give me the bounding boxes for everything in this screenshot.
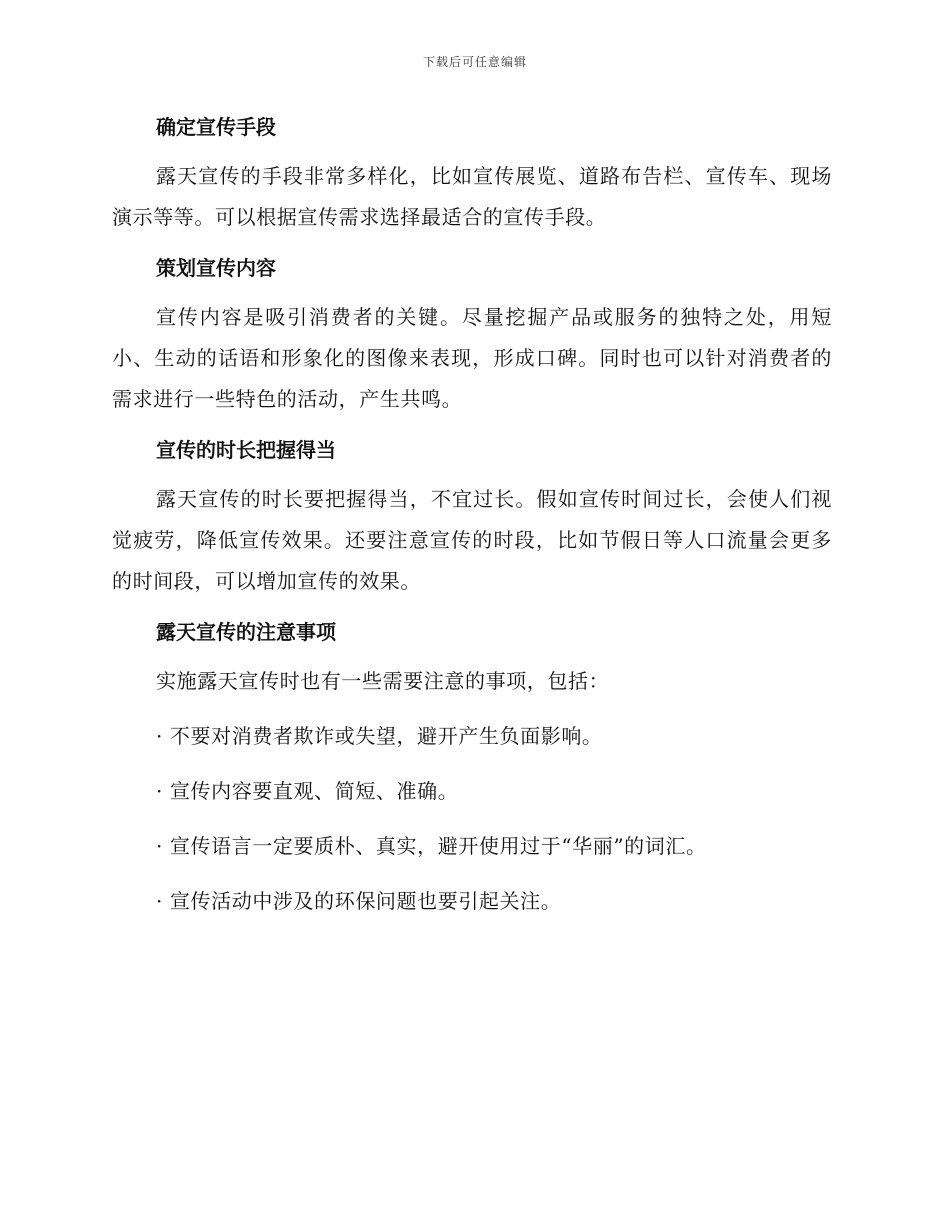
list-item: · 不要对消费者欺诈或失望，避开产生负面影响。 xyxy=(156,724,603,748)
section-paragraph-content: 宣传内容是吸引消费者的关键。尽量挖掘产品或服务的独特之处，用短小、生动的话语和形象化的图像来表现，形成口碑。同时也可以针对消费者的需求进行一些特色的活动，产生共鸣。 xyxy=(112,305,832,411)
list-item: · 宣传内容要直观、简短、准确。 xyxy=(156,779,459,803)
section-heading-content: 策划宣传内容 xyxy=(156,256,276,280)
section-heading-duration: 宣传的时长把握得当 xyxy=(156,438,336,462)
list-item: · 宣传语言一定要质朴、真实，避开使用过于“华丽”的词汇。 xyxy=(156,834,707,858)
section-heading-notes: 露天宣传的注意事项 xyxy=(156,620,336,644)
header-note: 下载后可任意编辑 xyxy=(422,55,527,69)
section-paragraph-means: 露天宣传的手段非常多样化，比如宣传展览、道路布告栏、宣传车、现场演示等等。可以根据宣传需求选择最适合的宣传手段。 xyxy=(112,164,832,229)
section-heading-means: 确定宣传手段 xyxy=(156,115,276,139)
list-item: · 宣传活动中涉及的环保问题也要引起关注。 xyxy=(156,889,562,913)
section-intro-notes: 实施露天宣传时也有一些需要注意的事项，包括： xyxy=(156,669,610,693)
document-body xyxy=(112,112,832,922)
section-paragraph-duration: 露天宣传的时长要把握得当，不宜过长。假如宣传时间过长，会使人们视觉疲劳，降低宣传效果。还要注意宣传的时段，比如节假日等人口流量会更多的时间段，可以增加宣传的效果。 xyxy=(112,487,832,593)
